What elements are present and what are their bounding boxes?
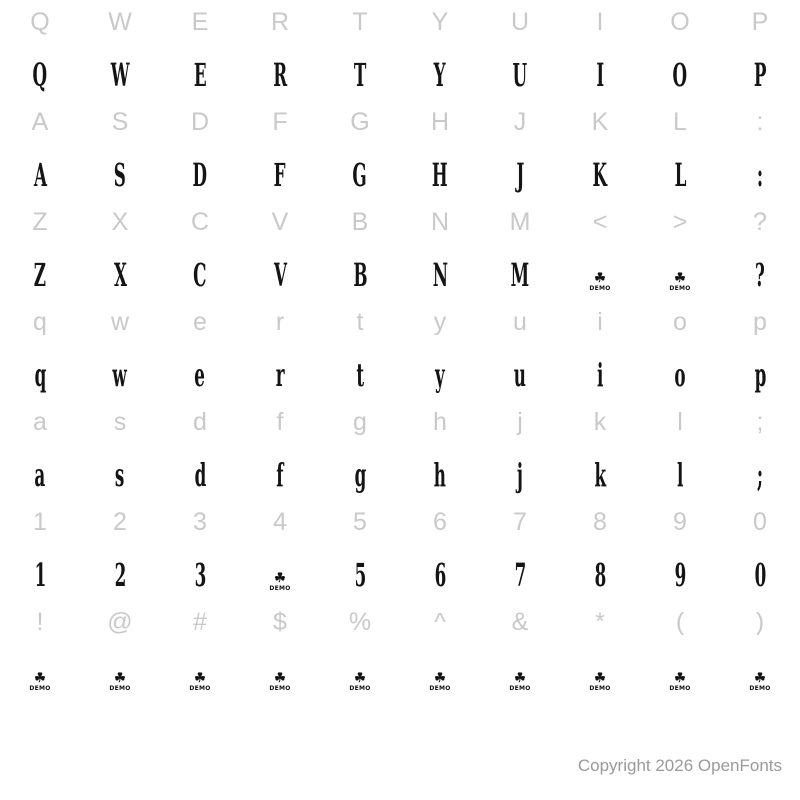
- specimen-glyph-text: C: [193, 258, 207, 295]
- reference-glyph: 4: [273, 507, 287, 536]
- reference-glyph: l: [677, 407, 683, 436]
- specimen-glyph: [720, 44, 800, 94]
- specimen-glyph-text: V: [273, 258, 287, 295]
- specimen-glyph-text: y: [435, 358, 445, 395]
- specimen-glyph: [720, 144, 800, 194]
- demo-label: DEMO: [589, 685, 611, 692]
- demo-watermark: [560, 244, 640, 294]
- row-asdf-upper-specimen: [0, 144, 800, 194]
- specimen-glyph: [320, 244, 400, 294]
- reference-glyph: >: [672, 207, 688, 236]
- specimen-glyph-text: R: [273, 58, 287, 95]
- demo-watermark: [640, 244, 720, 294]
- reference-glyph: ): [755, 607, 765, 636]
- specimen-glyph: [560, 144, 640, 194]
- leaf-icon: ☘: [674, 671, 686, 686]
- specimen-glyph: [640, 444, 720, 494]
- reference-glyph: W: [108, 7, 132, 36]
- reference-glyph: !: [36, 607, 44, 636]
- reference-glyph: M: [509, 207, 531, 236]
- specimen-glyph: [400, 544, 480, 594]
- specimen-glyph-text: M: [510, 258, 530, 295]
- specimen-glyph: [400, 344, 480, 394]
- specimen-glyph: [160, 144, 240, 194]
- demo-watermark: [560, 644, 640, 694]
- demo-watermark: [160, 644, 240, 694]
- specimen-glyph: [320, 544, 400, 594]
- row-asdf-lower-reference: [0, 400, 800, 444]
- specimen-glyph-text: P: [753, 58, 767, 95]
- row-asdf-lower: [0, 400, 800, 500]
- demo-label: DEMO: [429, 685, 451, 692]
- reference-glyph: e: [193, 307, 207, 336]
- specimen-glyph-text: 1: [34, 558, 46, 595]
- specimen-glyph: [560, 344, 640, 394]
- specimen-glyph: [240, 344, 320, 394]
- specimen-glyph-text: X: [113, 258, 127, 295]
- specimen-glyph: [400, 444, 480, 494]
- specimen-glyph: [160, 244, 240, 294]
- reference-glyph: r: [275, 307, 285, 336]
- reference-glyph: ?: [753, 207, 767, 236]
- specimen-glyph: [560, 44, 640, 94]
- specimen-glyph-text: q: [34, 358, 46, 395]
- reference-glyph: O: [670, 7, 690, 36]
- specimen-glyph-text: r: [275, 358, 285, 395]
- demo-label: DEMO: [589, 285, 611, 292]
- specimen-glyph-text: a: [34, 458, 46, 495]
- specimen-glyph: [640, 144, 720, 194]
- reference-glyph: D: [190, 107, 210, 136]
- reference-glyph: (: [675, 607, 685, 636]
- demo-watermark: [720, 644, 800, 694]
- reference-glyph: @: [107, 607, 133, 636]
- reference-glyph: f: [276, 407, 284, 436]
- specimen-glyph: [480, 344, 560, 394]
- reference-glyph: C: [190, 207, 210, 236]
- reference-glyph: 5: [353, 507, 367, 536]
- reference-glyph: A: [31, 107, 49, 136]
- specimen-glyph-text: O: [672, 58, 688, 95]
- reference-glyph: X: [111, 207, 129, 236]
- specimen-glyph: [0, 544, 80, 594]
- reference-glyph: J: [513, 107, 527, 136]
- leaf-icon: ☘: [674, 271, 686, 286]
- specimen-glyph: [720, 544, 800, 594]
- specimen-glyph-text: F: [274, 158, 286, 195]
- reference-glyph: k: [593, 407, 607, 436]
- row-asdf-upper: [0, 100, 800, 200]
- specimen-glyph-text: H: [432, 158, 448, 195]
- reference-glyph: g: [353, 407, 367, 436]
- demo-watermark: [480, 644, 560, 694]
- specimen-glyph-text: p: [754, 358, 766, 395]
- specimen-glyph-text: 3: [194, 558, 206, 595]
- specimen-glyph-text: :: [756, 158, 764, 195]
- specimen-glyph: [240, 244, 320, 294]
- specimen-glyph: [480, 544, 560, 594]
- specimen-glyph-text: Q: [32, 58, 48, 95]
- demo-label: DEMO: [109, 685, 131, 692]
- reference-glyph: Q: [30, 7, 50, 36]
- reference-glyph: 1: [33, 507, 47, 536]
- reference-glyph: h: [433, 407, 447, 436]
- specimen-glyph: [80, 544, 160, 594]
- demo-label: DEMO: [269, 585, 291, 592]
- row-symbols-specimen: [0, 644, 800, 694]
- leaf-icon: ☘: [354, 671, 366, 686]
- reference-glyph: 6: [433, 507, 447, 536]
- specimen-glyph-text: L: [674, 158, 686, 195]
- demo-watermark: [0, 644, 80, 694]
- specimen-glyph-text: s: [115, 458, 125, 495]
- demo-watermark: [80, 644, 160, 694]
- reference-glyph: Y: [431, 7, 449, 36]
- reference-glyph: T: [352, 7, 368, 36]
- demo-label: DEMO: [669, 285, 691, 292]
- leaf-icon: ☘: [274, 571, 286, 586]
- copyright-notice: Copyright 2026 OpenFonts: [577, 756, 782, 775]
- reference-glyph: s: [113, 407, 127, 436]
- specimen-glyph: [480, 44, 560, 94]
- specimen-glyph: [0, 244, 80, 294]
- specimen-glyph: [720, 244, 800, 294]
- reference-glyph: G: [350, 107, 370, 136]
- specimen-glyph-text: S: [113, 158, 127, 195]
- row-zxcv-upper: [0, 200, 800, 300]
- specimen-glyph-text: I: [596, 58, 604, 95]
- reference-glyph: a: [33, 407, 47, 436]
- leaf-icon: ☘: [754, 671, 766, 686]
- specimen-glyph-text: Y: [434, 58, 446, 95]
- leaf-icon: ☘: [274, 671, 286, 686]
- reference-glyph: 8: [593, 507, 607, 536]
- specimen-glyph: [480, 444, 560, 494]
- specimen-glyph: [320, 344, 400, 394]
- leaf-icon: ☘: [114, 671, 126, 686]
- specimen-glyph-text: G: [352, 158, 368, 195]
- specimen-glyph: [160, 44, 240, 94]
- reference-glyph: I: [596, 7, 604, 36]
- specimen-glyph: [640, 44, 720, 94]
- specimen-glyph: [720, 444, 800, 494]
- leaf-icon: ☘: [594, 671, 606, 686]
- reference-glyph: 9: [673, 507, 687, 536]
- specimen-glyph: [640, 344, 720, 394]
- row-digits-reference: [0, 500, 800, 544]
- reference-glyph: q: [33, 307, 47, 336]
- reference-glyph: ^: [434, 607, 446, 636]
- row-asdf-upper-reference: [0, 100, 800, 144]
- leaf-icon: ☘: [514, 671, 526, 686]
- specimen-glyph: [320, 444, 400, 494]
- specimen-glyph: [480, 244, 560, 294]
- row-symbols-reference: [0, 600, 800, 644]
- specimen-glyph-text: k: [594, 458, 606, 495]
- specimen-glyph: [640, 544, 720, 594]
- row-digits: [0, 500, 800, 600]
- row-asdf-lower-specimen: [0, 444, 800, 494]
- specimen-glyph-text: d: [194, 458, 206, 495]
- reference-glyph: j: [517, 407, 523, 436]
- leaf-icon: ☘: [594, 271, 606, 286]
- specimen-glyph-text: j: [516, 458, 524, 495]
- specimen-glyph: [160, 444, 240, 494]
- reference-glyph: F: [272, 107, 288, 136]
- specimen-glyph-text: A: [33, 158, 47, 195]
- demo-label: DEMO: [349, 685, 371, 692]
- reference-glyph: d: [193, 407, 207, 436]
- specimen-glyph: [0, 44, 80, 94]
- demo-label: DEMO: [509, 685, 531, 692]
- specimen-glyph-text: N: [432, 258, 448, 295]
- leaf-icon: ☘: [194, 671, 206, 686]
- specimen-glyph-text: t: [356, 358, 364, 395]
- leaf-icon: ☘: [34, 671, 46, 686]
- specimen-glyph-text: Z: [33, 258, 47, 295]
- specimen-glyph: [80, 244, 160, 294]
- reference-glyph: L: [673, 107, 687, 136]
- specimen-glyph: [400, 244, 480, 294]
- specimen-glyph-text: W: [110, 58, 130, 95]
- specimen-glyph-text: e: [194, 358, 206, 395]
- row-zxcv-upper-reference: [0, 200, 800, 244]
- specimen-glyph: [80, 444, 160, 494]
- specimen-glyph-text: o: [674, 358, 686, 395]
- demo-label: DEMO: [29, 685, 51, 692]
- specimen-glyph-text: l: [676, 458, 684, 495]
- specimen-glyph: [0, 144, 80, 194]
- demo-label: DEMO: [749, 685, 771, 692]
- specimen-glyph-text: 6: [434, 558, 446, 595]
- row-digits-specimen: [0, 544, 800, 594]
- specimen-glyph: [160, 544, 240, 594]
- specimen-glyph: [0, 444, 80, 494]
- demo-watermark: [320, 644, 400, 694]
- specimen-glyph-text: B: [352, 258, 368, 295]
- reference-glyph: E: [191, 7, 209, 36]
- reference-glyph: p: [753, 307, 767, 336]
- specimen-glyph-text: E: [193, 58, 207, 95]
- specimen-glyph-text: K: [592, 158, 608, 195]
- specimen-glyph: [240, 144, 320, 194]
- reference-glyph: %: [348, 607, 372, 636]
- reference-glyph: N: [430, 207, 450, 236]
- demo-label: DEMO: [669, 685, 691, 692]
- reference-glyph: H: [430, 107, 450, 136]
- specimen-glyph: [400, 144, 480, 194]
- specimen-glyph-text: D: [192, 158, 208, 195]
- specimen-glyph: [480, 144, 560, 194]
- reference-glyph: &: [511, 607, 529, 636]
- reference-glyph: V: [271, 207, 289, 236]
- reference-glyph: U: [510, 7, 530, 36]
- specimen-glyph: [80, 344, 160, 394]
- specimen-glyph: [0, 344, 80, 394]
- specimen-glyph: [560, 444, 640, 494]
- row-qwerty-upper-reference: [0, 0, 800, 44]
- row-qwerty-upper: [0, 0, 800, 100]
- specimen-glyph-text: u: [513, 358, 527, 395]
- specimen-glyph-text: h: [433, 458, 447, 495]
- row-qwerty-lower-specimen: [0, 344, 800, 394]
- specimen-glyph-text: i: [596, 358, 604, 395]
- specimen-glyph: [80, 44, 160, 94]
- specimen-glyph-text: 0: [754, 558, 766, 595]
- reference-glyph: 0: [753, 507, 767, 536]
- specimen-glyph: [400, 44, 480, 94]
- row-qwerty-lower: [0, 300, 800, 400]
- reference-glyph: $: [273, 607, 287, 636]
- reference-glyph: w: [110, 307, 130, 336]
- specimen-glyph-text: U: [512, 58, 528, 95]
- row-symbols: [0, 600, 800, 700]
- reference-glyph: t: [356, 307, 364, 336]
- demo-watermark: [240, 544, 320, 594]
- reference-glyph: o: [673, 307, 687, 336]
- demo-label: DEMO: [189, 685, 211, 692]
- reference-glyph: :: [756, 107, 764, 136]
- leaf-icon: ☘: [434, 671, 446, 686]
- specimen-glyph: [320, 44, 400, 94]
- reference-glyph: ;: [756, 407, 764, 436]
- specimen-glyph: [560, 544, 640, 594]
- reference-glyph: P: [751, 7, 769, 36]
- specimen-glyph-text: 7: [514, 558, 526, 595]
- specimen-glyph-text: 8: [594, 558, 606, 595]
- specimen-glyph-text: ?: [755, 258, 765, 295]
- specimen-glyph-text: 2: [114, 558, 126, 595]
- specimen-glyph: [80, 144, 160, 194]
- demo-watermark: [240, 644, 320, 694]
- specimen-glyph: [720, 344, 800, 394]
- specimen-glyph-text: 5: [354, 558, 366, 595]
- row-qwerty-upper-specimen: [0, 44, 800, 94]
- reference-glyph: S: [111, 107, 129, 136]
- demo-label: DEMO: [269, 685, 291, 692]
- specimen-glyph-text: f: [276, 458, 284, 495]
- row-zxcv-upper-specimen: [0, 244, 800, 294]
- specimen-glyph-text: J: [516, 158, 524, 195]
- demo-watermark: [400, 644, 480, 694]
- specimen-glyph: [320, 144, 400, 194]
- row-qwerty-lower-reference: [0, 300, 800, 344]
- specimen-glyph-text: T: [353, 58, 367, 95]
- reference-glyph: R: [270, 7, 290, 36]
- specimen-glyph-text: w: [112, 358, 128, 395]
- reference-glyph: K: [591, 107, 609, 136]
- reference-glyph: B: [351, 207, 369, 236]
- reference-glyph: u: [513, 307, 527, 336]
- specimen-glyph: [240, 44, 320, 94]
- reference-glyph: y: [433, 307, 447, 336]
- reference-glyph: 3: [193, 507, 207, 536]
- reference-glyph: 7: [513, 507, 527, 536]
- reference-glyph: Z: [32, 207, 48, 236]
- reference-glyph: i: [597, 307, 603, 336]
- specimen-glyph: [240, 444, 320, 494]
- specimen-glyph-text: ;: [756, 458, 764, 495]
- reference-glyph: 2: [113, 507, 127, 536]
- reference-glyph: <: [592, 207, 608, 236]
- reference-glyph: *: [595, 607, 605, 636]
- demo-watermark: [640, 644, 720, 694]
- specimen-glyph: [160, 344, 240, 394]
- specimen-glyph-text: g: [354, 458, 366, 495]
- reference-glyph: #: [193, 607, 207, 636]
- specimen-glyph-text: 9: [674, 558, 686, 595]
